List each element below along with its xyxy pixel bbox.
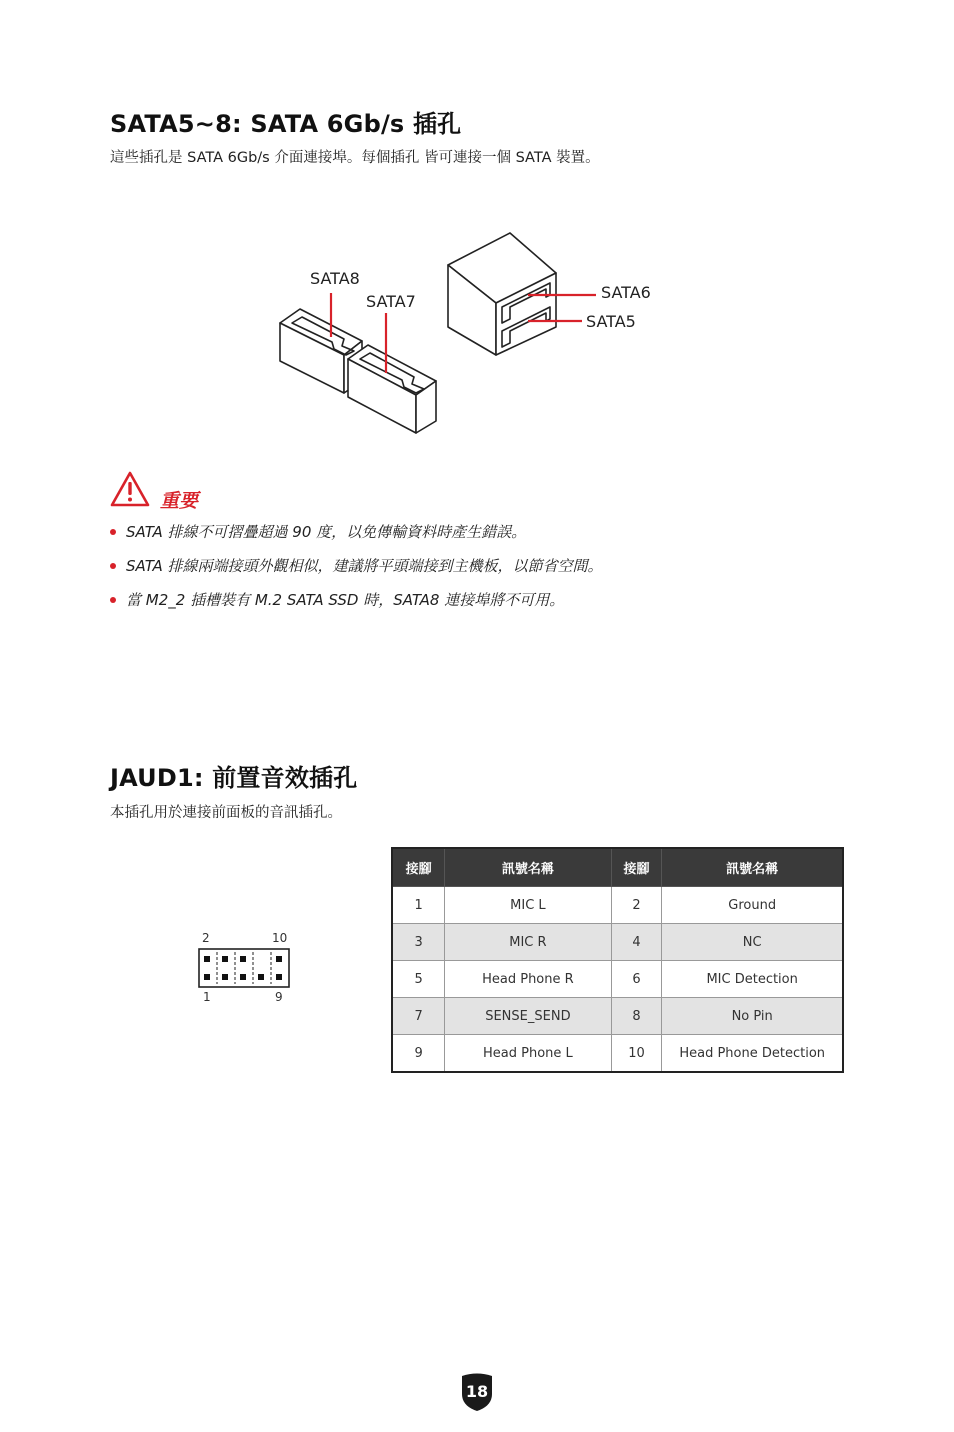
sata-connector-diagram	[270, 225, 690, 445]
pin-cell: 2	[611, 887, 662, 924]
header-signal: 訊號名稱	[445, 848, 611, 887]
important-title: 重要	[160, 490, 199, 512]
important-note: SATA 排線兩端接頭外觀相似，建議將平頭端接到主機板，以節省空間。	[110, 555, 870, 589]
page-number-badge	[458, 1372, 496, 1412]
jaud-description: 本插孔用於連接前面板的音訊插孔。	[110, 805, 342, 821]
header-pin: 接腳	[392, 848, 445, 887]
signal-cell: SENSE_SEND	[445, 998, 611, 1035]
pin-label-9: 9	[275, 990, 283, 1004]
important-notes-list	[110, 521, 870, 623]
signal-cell: NC	[662, 924, 843, 961]
signal-cell: Head Phone L	[445, 1035, 611, 1073]
pin-cell: 3	[392, 924, 445, 961]
pin-label-2: 2	[202, 931, 210, 945]
signal-cell: Head Phone Detection	[662, 1035, 843, 1073]
pin-cell: 9	[392, 1035, 445, 1073]
header-signal: 訊號名稱	[662, 848, 843, 887]
pin-label-10: 10	[272, 931, 288, 945]
pin-label-1: 1	[203, 990, 211, 1004]
signal-cell: MIC Detection	[662, 961, 843, 998]
signal-cell: Ground	[662, 887, 843, 924]
sata6-label: SATA6	[601, 283, 651, 302]
table-row	[392, 924, 843, 961]
table-row	[392, 1035, 843, 1073]
signal-cell: No Pin	[662, 998, 843, 1035]
pin-cell: 8	[611, 998, 662, 1035]
table-row	[392, 998, 843, 1035]
jaud-pin-table	[391, 847, 844, 1073]
important-note: 當 M2_2 插槽裝有 M.2 SATA SSD 時，SATA8 連接埠將不可用。	[110, 589, 870, 623]
signal-cell: Head Phone R	[445, 961, 611, 998]
pin-cell: 5	[392, 961, 445, 998]
jaud-pin-header	[198, 948, 290, 988]
pin-cell: 4	[611, 924, 662, 961]
table-row	[392, 887, 843, 924]
page-number: 18	[465, 1382, 489, 1401]
sata5-label: SATA5	[586, 312, 636, 331]
sata8-label: SATA8	[310, 269, 360, 288]
sata7-label: SATA7	[366, 292, 416, 311]
important-note: SATA 排線不可摺疊超過 90 度，以免傳輸資料時產生錯誤。	[110, 521, 870, 555]
sata-description: 這些插孔是 SATA 6Gb/s 介面連接埠。每個插孔 皆可連接一個 SATA 裝置。	[110, 150, 600, 166]
pin-cell: 10	[611, 1035, 662, 1073]
table-header-row	[392, 848, 843, 887]
header-pin: 接腳	[611, 848, 662, 887]
signal-cell: MIC R	[445, 924, 611, 961]
table-row	[392, 961, 843, 998]
sata-section-title: SATA5~8: SATA 6Gb/s 插孔	[110, 110, 462, 138]
warning-icon	[109, 470, 151, 508]
signal-cell: MIC L	[445, 887, 611, 924]
pin-cell: 7	[392, 998, 445, 1035]
jaud-section-title: JAUD1: 前置音效插孔	[110, 764, 358, 792]
pin-cell: 6	[611, 961, 662, 998]
pin-cell: 1	[392, 887, 445, 924]
